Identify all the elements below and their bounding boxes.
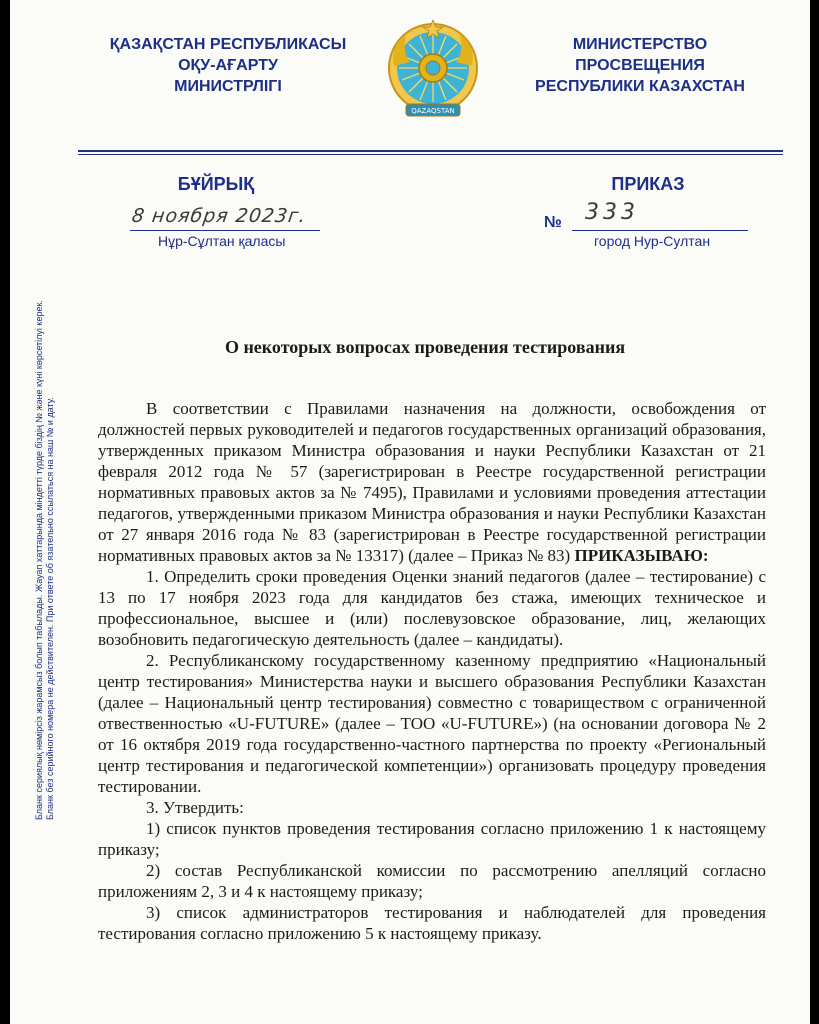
order-item-1: 1. Определить сроки проведения Оценки знаний педагогов (далее – тестирование) с 13 по 17 ноября 2023 года для кандидатов без стажа, имеющих техническое и профессиональное, высшее и (или) послевузовское образование, лиц, желающих возобновить педагогическую деятельность (далее – кандидаты). <box>98 567 766 649</box>
header-divider-thin <box>78 154 783 155</box>
side-note-line: Бланк без серийного номера не действителен. При ответе об язательно ссылаться на наш № и дату. <box>45 397 55 820</box>
preamble-paragraph <box>98 398 766 566</box>
city-ru: город Нур-Султан <box>594 233 711 249</box>
emblem-label: QAZAQSTAN <box>411 107 455 115</box>
number-underline <box>572 230 748 231</box>
header-line: ҚАЗАҚСТАН РЕСПУБЛИКАСЫ <box>109 36 347 53</box>
order-item-2: 2. Республиканскому государственному казенному предприятию «Национальный центр тестирования» Министерства науки и высшего образования Республики Казахстан (далее – Национальный центр тестирования) совместно с товариществом с ограниченной отвественностью «U-FUTURE» (далее – ТОО «U-FUTURE») (на основании договора № 2 от 16 октября 2019 года государственно-частного партнерства по проекту «Региональный центр тестирования и педагогической компетенции») организовать процедуру проведения тестировании. <box>98 651 766 796</box>
ministry-name-kz <box>78 34 378 97</box>
preamble-text: В соответствии с Правилами назначения на должности, освобождения от должностей первых руководителей и педагогов государственных организаций образования, утвержденных приказом Министра образования и науки Республики Казахстан от 21 февраля 2012 года № 57 (зарегистрирован в Реестре государственной регистрации нормативных правовых актов за № 7495), Правилами и условиями проведения аттестации педагогов, утвержденными приказом Министра образования и науки Республики Казахстан от 27 января 2016 года № 83 (зарегистрирован в Реестре государственной регистрации нормативных правовых актов за № 13317) (далее – Приказ № 83) <box>98 399 766 565</box>
document-page <box>10 0 810 1024</box>
form-side-note <box>34 300 56 820</box>
ministry-name-ru <box>490 34 790 97</box>
side-note-line: Бланк сериялық нөмірсіз жарамсыз болып табылады. Жауап хаттарында міндетті түрде біздің № және күні көрсетілуі керек. <box>34 300 44 820</box>
date-underline <box>130 230 320 231</box>
order-directive: ПРИКАЗЫВАЮ: <box>574 546 709 565</box>
header-line: ПРОСВЕЩЕНИЯ <box>575 57 705 74</box>
number-sign: № <box>544 214 562 231</box>
handwritten-date: 8 ноября 2023г. <box>130 205 308 227</box>
header-line: МИНИСТЕРСТВО <box>572 36 708 53</box>
order-word-kz: БҰЙРЫҚ <box>177 174 255 194</box>
header-divider <box>78 150 783 152</box>
document-title: О некоторых вопросах проведения тестирования <box>224 337 626 357</box>
order-item-3: 3. Утвердить: <box>146 798 244 817</box>
city-kz: Нұр-Сұлтан қаласы <box>158 233 286 249</box>
state-emblem-icon <box>384 16 482 126</box>
order-subitem-3: 3) список администраторов тестирования и наблюдателей для проведения тестирования согласно приложению 5 к настоящему приказу. <box>98 903 766 943</box>
handwritten-order-number: 333 <box>585 200 639 225</box>
document-body <box>98 398 766 944</box>
header-line: МИНИСТРЛІГІ <box>174 78 282 95</box>
order-word-ru: ПРИКАЗ <box>611 174 685 194</box>
header-line: РЕСПУБЛИКИ КАЗАХСТАН <box>535 78 745 95</box>
header-line: ОҚУ-АҒАРТУ <box>178 57 278 74</box>
order-subitem-2: 2) состав Республиканской комиссии по рассмотрению апелляций согласно приложениям 2, 3 и 4 к настоящему приказу; <box>98 861 766 901</box>
order-subitem-1: 1) список пунктов проведения тестирования согласно приложению 1 к настоящему приказу; <box>98 819 766 859</box>
